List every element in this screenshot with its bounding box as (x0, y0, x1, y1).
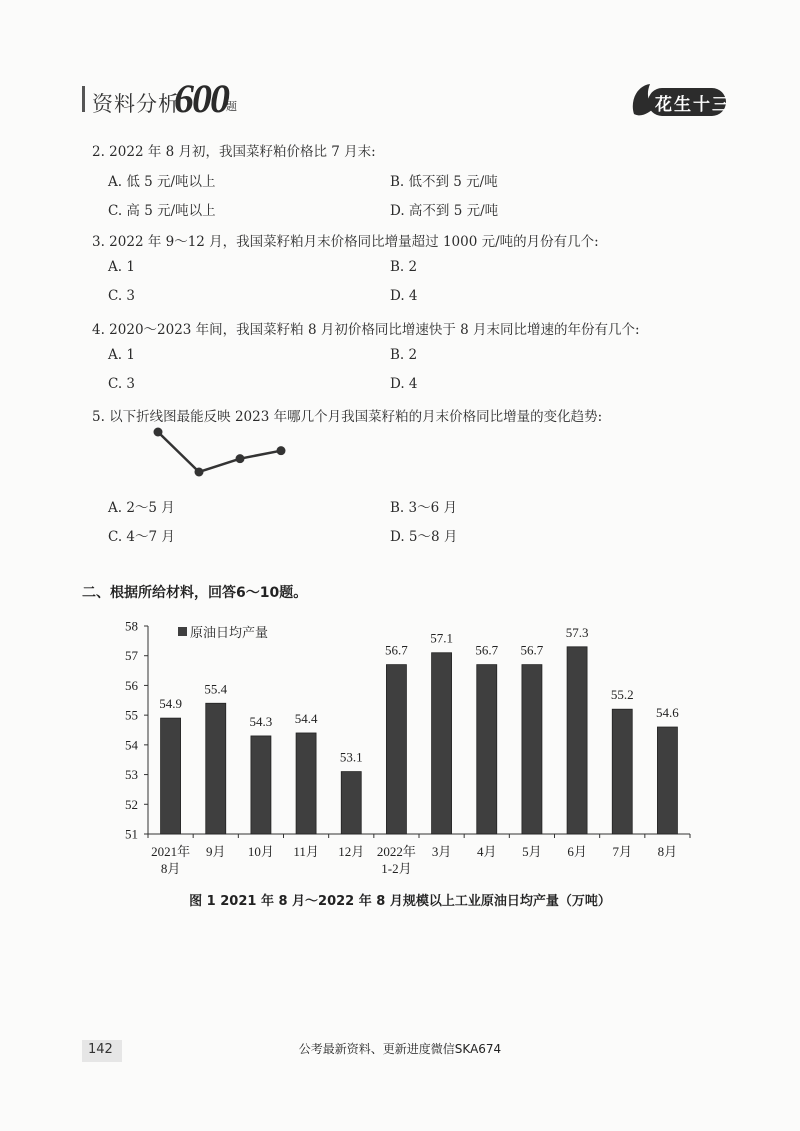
question-4: 4. 2020～2023 年间，我国菜籽粕 8 月初价格同比增速快于 8 月末同比增速的年份有几个: (92, 322, 640, 338)
q5-option-a: A. 2～5 月 (108, 500, 175, 516)
x-category-label: 1-2月 (381, 861, 412, 876)
bar-value-label: 57.3 (565, 624, 589, 640)
book-suffix: 题 (226, 100, 237, 113)
q3-option-b: B. 2 (390, 259, 418, 275)
q4-option-d: D. 4 (390, 376, 418, 392)
bar (161, 718, 181, 834)
q4-option-c: C. 3 (108, 376, 136, 392)
q4-option-b: B. 2 (390, 347, 418, 363)
x-category-label: 7月 (612, 844, 633, 859)
bar-value-label: 54.3 (249, 713, 273, 729)
bar (477, 665, 497, 834)
x-category-label: 2021年 (151, 844, 191, 859)
bar-value-label: 54.4 (294, 710, 318, 726)
footer-text: 公考最新资料、更新进度微信SKA674 (298, 1042, 502, 1056)
bar (206, 703, 226, 834)
q3-option-d: D. 4 (390, 288, 418, 304)
x-category-label: 11月 (293, 844, 319, 859)
x-category-label: 2022年 (376, 844, 416, 859)
book-title: 资料分析 (92, 92, 180, 116)
bar (296, 733, 316, 834)
y-tick-label: 55 (125, 707, 138, 723)
trend-point-3 (236, 454, 245, 463)
x-category-label: 8月 (657, 844, 678, 859)
trend-point-2 (195, 468, 204, 477)
bar-value-label: 55.4 (204, 681, 228, 697)
x-category-label: 4月 (476, 844, 497, 859)
bar-value-label: 57.1 (430, 630, 453, 646)
q2-option-d: D. 高不到 5 元/吨 (390, 203, 499, 219)
bar (612, 709, 632, 834)
header-divider (82, 86, 85, 112)
bar-value-label: 56.7 (385, 642, 408, 658)
x-category-label: 8月 (160, 861, 181, 876)
q3-option-c: C. 3 (108, 288, 136, 304)
y-tick-label: 58 (125, 618, 138, 634)
brand-name: 花生十三 (655, 95, 731, 115)
bar (657, 727, 677, 834)
bar (341, 772, 361, 834)
y-tick-label: 57 (125, 648, 138, 664)
q3-option-a: A. 1 (108, 259, 135, 275)
q5-option-b: B. 3～6 月 (390, 500, 457, 516)
bar-value-label: 54.6 (656, 705, 679, 721)
bar (251, 736, 271, 834)
bar-value-label: 56.7 (475, 642, 499, 658)
bar (567, 647, 587, 834)
y-tick-label: 56 (125, 677, 138, 693)
chart-caption: 图 1 2021 年 8 月～2022 年 8 月规模以上工业原油日均产量（万吨） (189, 894, 611, 909)
bar-value-label: 55.2 (610, 687, 634, 703)
x-category-label: 9月 (205, 844, 226, 859)
trend-point-4 (277, 446, 286, 455)
q4-option-a: A. 1 (108, 347, 135, 363)
y-tick-label: 51 (125, 826, 138, 842)
bar-value-label: 53.1 (339, 749, 363, 765)
y-tick-label: 53 (125, 767, 138, 783)
bar (432, 653, 452, 834)
legend-swatch (178, 627, 187, 636)
y-tick-label: 54 (125, 737, 138, 753)
x-category-label: 12月 (338, 844, 365, 859)
bar-value-label: 56.7 (520, 642, 544, 658)
question-3: 3. 2022 年 9～12 月，我国菜籽粕月末价格同比增量超过 1000 元/吨的月份有几个: (92, 234, 599, 250)
bar (522, 665, 542, 834)
q2-option-a: A. 低 5 元/吨以上 (108, 174, 216, 190)
q5-option-d: D. 5～8 月 (390, 529, 458, 545)
q2-option-b: B. 低不到 5 元/吨 (390, 174, 498, 190)
legend-label: 原油日均产量 (190, 626, 269, 641)
section-title: 二、根据所给材料，回答6～10题。 (82, 585, 308, 601)
x-category-label: 10月 (247, 844, 274, 859)
q2-option-c: C. 高 5 元/吨以上 (108, 203, 216, 219)
x-category-label: 5月 (522, 844, 542, 859)
bar-value-label: 54.9 (159, 696, 182, 712)
y-tick-label: 52 (125, 796, 138, 812)
x-category-label: 6月 (567, 844, 587, 859)
trend-point-1 (154, 428, 163, 437)
bar (386, 665, 406, 834)
x-category-label: 3月 (431, 844, 452, 859)
question-5: 5. 以下折线图最能反映 2023 年哪几个月我国菜籽粕的月末价格同比增量的变化趋势: (92, 409, 603, 425)
q5-option-c: C. 4～7 月 (108, 529, 175, 545)
page-number: 142 (88, 1042, 113, 1057)
question-2: 2. 2022 年 8 月初，我国菜籽粕价格比 7 月末: (92, 144, 376, 160)
trend-line-figure (140, 420, 300, 485)
book-number: 600 (174, 76, 228, 121)
